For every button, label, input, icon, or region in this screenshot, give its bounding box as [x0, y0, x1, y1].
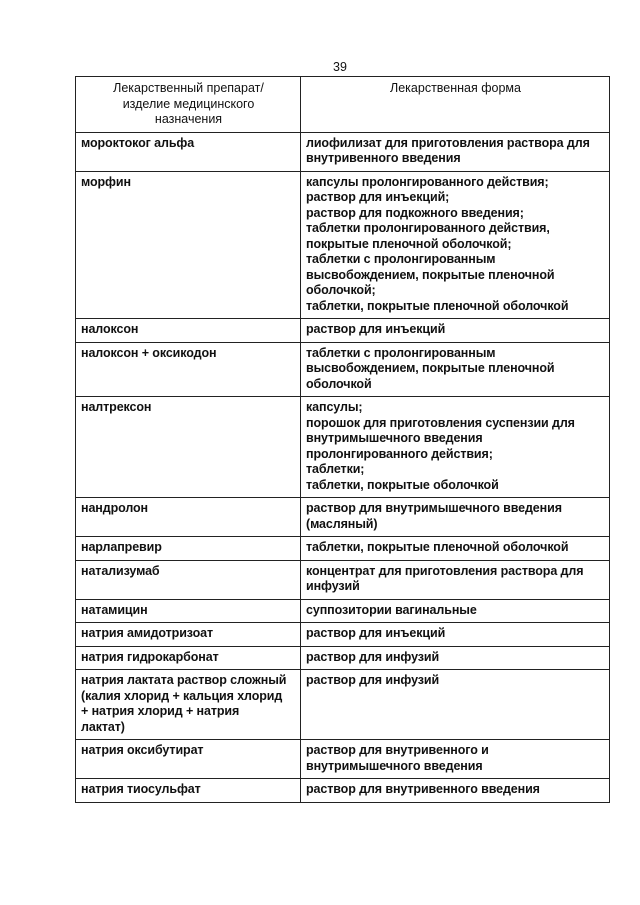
table-row [76, 319, 610, 343]
dosage-form-line: внутримышечного введения [306, 758, 483, 773]
dosage-form-cell [301, 560, 610, 599]
dosage-form-line: раствор для инфузий [306, 673, 440, 687]
table-row [76, 670, 610, 740]
dosage-form-line: раствор для внутримышечного введения [306, 501, 562, 515]
dosage-form-cell [301, 342, 610, 397]
table-row [76, 779, 610, 803]
drug-name-line: натрия тиосульфат [81, 782, 201, 796]
dosage-form-line: таблетки; [306, 462, 365, 476]
drug-name-line: морфин [81, 174, 131, 189]
drug-name-line: лактат) [81, 719, 125, 734]
dosage-form-cell [301, 397, 610, 498]
drug-name-line: налтрексон [81, 400, 152, 414]
table-row [76, 560, 610, 599]
header-line: изделие медицинского [122, 96, 255, 111]
header-line: Лекарственная форма [390, 81, 521, 95]
dosage-form-line: раствор для инъекций [306, 626, 446, 640]
dosage-form-line: таблетки пролонгированного действия, [306, 221, 550, 235]
dosage-form-cell [301, 498, 610, 537]
drug-name-cell [76, 670, 301, 740]
drug-name-cell [76, 397, 301, 498]
dosage-form-cell [301, 319, 610, 343]
drug-name-line: налоксон [81, 322, 139, 336]
drug-name-line: натрия амидотризоат [81, 626, 214, 640]
table-row [76, 646, 610, 670]
dosage-form-line: высвобождением, покрытые пленочной [306, 267, 555, 282]
table-row [76, 397, 610, 498]
drug-name-cell [76, 342, 301, 397]
drug-name-line: нандролон [81, 501, 149, 515]
dosage-form-line: раствор для внутривенного и [306, 743, 489, 757]
drug-name-line: натамицин [81, 602, 148, 617]
drug-table [75, 76, 610, 803]
dosage-form-line: суппозитории вагинальные [306, 602, 477, 617]
dosage-form-line: капсулы пролонгированного действия; [306, 174, 549, 189]
drug-name-cell [76, 498, 301, 537]
dosage-form-line: (масляный) [306, 516, 378, 531]
drug-name-line: натрия оксибутират [81, 743, 204, 757]
dosage-form-line: таблетки, покрытые пленочной оболочкой [306, 298, 569, 313]
dosage-form-cell [301, 537, 610, 561]
dosage-form-line: оболочкой; [306, 283, 376, 297]
dosage-form-line: лиофилизат для приготовления раствора для [306, 135, 590, 150]
dosage-form-line: капсулы; [306, 400, 363, 414]
header-drug-name [76, 77, 301, 133]
drug-name-line: налоксон + оксикодон [81, 345, 217, 360]
page-number: 39 [333, 60, 347, 74]
drug-name-line: + натрия хлорид + натрия [81, 704, 240, 718]
dosage-form-line: инфузий [306, 579, 360, 593]
drug-name-line: нарлапревир [81, 540, 162, 554]
dosage-form-line: таблетки, покрытые оболочкой [306, 477, 499, 492]
dosage-form-cell [301, 623, 610, 647]
dosage-form-line: таблетки, покрытые пленочной оболочкой [306, 540, 569, 554]
drug-name-cell [76, 623, 301, 647]
drug-name-line: натрия лактата раствор сложный [81, 673, 287, 687]
table-row [76, 132, 610, 171]
header-dosage-form [301, 77, 610, 133]
table-row [76, 599, 610, 623]
drug-name-cell [76, 740, 301, 779]
drug-name-line: мороктоког альфа [81, 135, 195, 150]
table-row [76, 342, 610, 397]
dosage-form-cell [301, 171, 610, 319]
drug-name-line: натрия гидрокарбонат [81, 649, 219, 664]
drug-name-cell [76, 537, 301, 561]
table-row [76, 740, 610, 779]
drug-name-cell [76, 132, 301, 171]
drug-name-cell [76, 646, 301, 670]
header-line: Лекарственный препарат/ [113, 81, 264, 95]
dosage-form-line: внутривенного введения [306, 151, 461, 165]
dosage-form-cell [301, 599, 610, 623]
table-row [76, 171, 610, 319]
dosage-form-line: раствор для подкожного введения; [306, 205, 524, 220]
dosage-form-cell [301, 670, 610, 740]
dosage-form-line: концентрат для приготовления раствора для [306, 563, 584, 578]
drug-name-line: натализумаб [81, 563, 160, 578]
dosage-form-cell [301, 779, 610, 803]
header-line: назначения [154, 112, 223, 126]
drug-name-cell [76, 779, 301, 803]
dosage-form-line: покрытые пленочной оболочкой; [306, 236, 512, 251]
drug-name-line: (калия хлорид + кальция хлорид [81, 688, 283, 703]
dosage-form-cell [301, 740, 610, 779]
table-row [76, 498, 610, 537]
dosage-form-line: порошок для приготовления суспензии для [306, 415, 575, 430]
dosage-form-line: раствор для внутривенного введения [306, 782, 540, 796]
drug-name-cell [76, 599, 301, 623]
table-header-row [76, 77, 610, 133]
dosage-form-line: таблетки с пролонгированным [306, 345, 496, 360]
dosage-form-cell [301, 646, 610, 670]
dosage-form-line: таблетки с пролонгированным [306, 252, 496, 266]
table-row [76, 537, 610, 561]
dosage-form-line: оболочкой [306, 376, 372, 391]
dosage-form-cell [301, 132, 610, 171]
drug-name-cell [76, 319, 301, 343]
dosage-form-line: раствор для инъекций [306, 322, 446, 336]
dosage-form-line: раствор для инъекций; [306, 190, 450, 204]
dosage-form-line: пролонгированного действия; [306, 446, 493, 461]
dosage-form-line: внутримышечного введения [306, 431, 483, 445]
dosage-form-line: высвобождением, покрытые пленочной [306, 361, 555, 375]
drug-name-cell [76, 171, 301, 319]
table-row [76, 623, 610, 647]
dosage-form-line: раствор для инфузий [306, 649, 440, 664]
drug-name-cell [76, 560, 301, 599]
